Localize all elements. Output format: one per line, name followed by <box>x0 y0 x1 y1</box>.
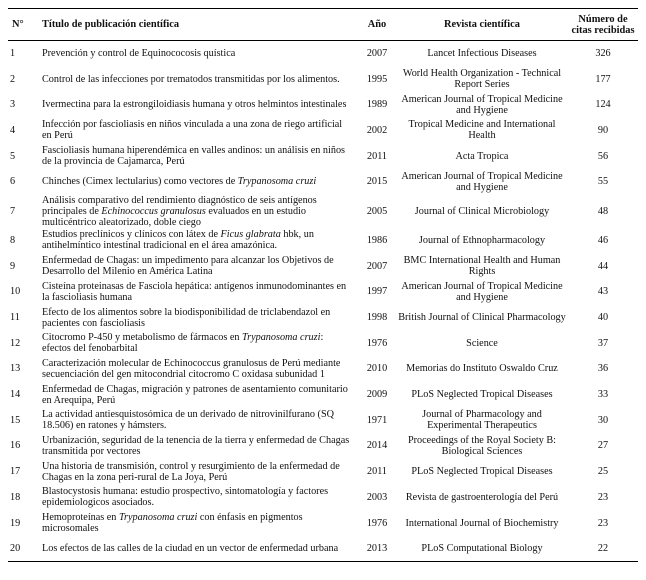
row-number: 13 <box>10 363 21 375</box>
publication-year: 2014 <box>366 440 388 452</box>
publication-year: 1997 <box>366 286 388 298</box>
publication-year: 2002 <box>366 124 388 136</box>
journal-name: Acta Tropica <box>455 150 509 162</box>
publication-year: 2005 <box>366 205 388 217</box>
citation-count: 90 <box>597 124 609 136</box>
table-row <box>8 66 638 92</box>
publication-year: 1976 <box>366 517 388 529</box>
row-number: 9 <box>10 260 16 272</box>
publication-year: 1971 <box>366 414 388 426</box>
publication-title <box>38 485 358 511</box>
header-citations: Número de citas recibidas <box>568 9 638 41</box>
row-number: 12 <box>10 337 21 349</box>
publication-title <box>38 433 358 459</box>
citation-count: 177 <box>595 73 611 85</box>
publication-title <box>38 169 358 195</box>
title-part-it: Echinococcus granulosus <box>101 205 206 217</box>
publication-year: 1989 <box>366 99 388 111</box>
table-row <box>8 253 638 279</box>
publication-title <box>38 41 358 67</box>
journal-name: PLoS Neglected Tropical Diseases <box>411 389 553 401</box>
journal-name: Revista de gastroenterología del Perú <box>405 491 559 503</box>
table-row <box>8 169 638 195</box>
title-part-pre: Cisteína proteinasas de Fasciola hepática: antígenos inmunodominantes en la fascioliasis humana <box>42 280 347 303</box>
row-number: 14 <box>10 389 21 401</box>
journal-name: International Journal of Biochemistry <box>405 517 559 529</box>
row-number: 5 <box>10 150 16 162</box>
journal-name: Tropical Medicine and International Health <box>408 119 556 142</box>
row-number: 8 <box>10 234 16 246</box>
publication-year: 2015 <box>366 176 388 188</box>
journal-name: Journal of Pharmacology and Experimental Therapeutics <box>422 409 542 432</box>
row-number: 18 <box>10 491 21 503</box>
title-part-pre: Fascioliasis humana hiperendémica en valles andinos: un análisis en niños de la provincia de Cajamarca, Perú <box>42 145 346 168</box>
citation-count: 43 <box>597 286 609 298</box>
title-part-it: Trypanosoma cruzi <box>118 512 198 524</box>
table-body <box>8 41 638 562</box>
journal-name: BMC International Health and Human Rights <box>403 255 561 278</box>
title-part-post: : efectos del fenobarbital <box>42 332 324 355</box>
publication-year: 2011 <box>367 466 387 478</box>
table-row <box>8 41 638 67</box>
table-row <box>8 279 638 305</box>
journal-name: Proceedings of the Royal Society B: Biological Sciences <box>408 434 556 457</box>
table-row <box>8 195 638 228</box>
row-number: 1 <box>10 48 16 60</box>
title-part-it: Trypanosoma cruzi <box>242 332 321 344</box>
table-row <box>8 536 638 562</box>
publication-title <box>38 92 358 118</box>
publication-title <box>38 228 358 254</box>
publication-title <box>38 330 358 356</box>
journal-name: World Health Organization - Technical Report Series <box>402 68 562 91</box>
title-part-post: con énfasis en pigmentos microsomales <box>42 512 303 535</box>
journal-name: Memorias do Instituto Oswaldo Cruz <box>406 363 558 375</box>
citation-count: 22 <box>568 536 638 562</box>
journal-name: Science <box>466 337 498 349</box>
header-number: N° <box>8 9 38 41</box>
journal-name: Journal of Clinical Microbiology <box>414 205 550 217</box>
publication-title <box>38 407 358 433</box>
citation-count: 30 <box>597 414 609 426</box>
header-row <box>8 9 638 41</box>
publication-title <box>38 510 358 536</box>
title-part-pre: Citocromo P-450 y metabolismo de fármacos en <box>42 332 243 344</box>
title-part-it: Trypanosoma cruzi <box>237 176 317 188</box>
publication-title <box>38 253 358 279</box>
title-part-pre: La actividad antiesquistosómica de un derivado de nitrovinilfurano (SQ 18.506) en ratones y hámsters. <box>42 409 334 432</box>
citation-count: 23 <box>597 517 609 529</box>
journal-name: Lancet Infectious Diseases <box>427 48 537 60</box>
publication-title <box>38 356 358 382</box>
table-row <box>8 356 638 382</box>
table-header <box>8 9 638 41</box>
publication-title <box>38 536 358 562</box>
journal-name: PLoS Neglected Tropical Diseases <box>411 466 553 478</box>
title-part-pre: Control de las infecciones por trematodos transmitidas por los alimentos. <box>42 73 340 85</box>
title-part-pre: Estudios preclínicos y clínicos con látex de <box>42 229 221 241</box>
title-part-post: evaluados en un estudio multicéntrico aleatorizado, doble ciego <box>42 205 306 228</box>
row-number: 4 <box>10 124 16 136</box>
title-part-pre: Hemoproteínas en <box>42 512 119 524</box>
title-part-pre: Urbanización, seguridad de la tenencia de la tierra y enfermedad de Chagas transmitida por vectores <box>42 434 350 457</box>
title-part-pre: Efecto de los alimentos sobre la biodisponibilidad de triclabendazol en pacientes con fascioliasis <box>42 306 331 329</box>
citation-count: 27 <box>597 440 609 452</box>
citation-count: 48 <box>597 205 609 217</box>
citation-count: 23 <box>597 491 609 503</box>
citation-count: 55 <box>597 176 609 188</box>
table-row <box>8 305 638 331</box>
publication-year: 1995 <box>366 73 388 85</box>
publication-title <box>38 459 358 485</box>
citation-count: 33 <box>597 389 609 401</box>
row-number: 6 <box>10 176 16 188</box>
publication-year: 2011 <box>367 150 387 162</box>
publication-title <box>38 143 358 169</box>
table-row <box>8 228 638 254</box>
publication-year: 2009 <box>366 389 388 401</box>
publication-year: 1986 <box>366 234 388 246</box>
citation-count: 44 <box>597 260 609 272</box>
title-part-pre: Una historia de transmisión, control y resurgimiento de la enfermedad de Chagas en la zona peri-rural de La Joya, Perú <box>42 460 340 483</box>
row-number: 2 <box>10 73 16 85</box>
publication-year: 1998 <box>366 312 388 324</box>
title-part-pre: Enfermedad de Chagas: un impedimento para alcanzar los Objetivos de Desarrollo del Milenio en América Latina <box>42 255 334 278</box>
table-row <box>8 92 638 118</box>
publication-title <box>38 382 358 408</box>
publication-title <box>38 66 358 92</box>
table-row <box>8 382 638 408</box>
publication-year: 2007 <box>366 260 388 272</box>
header-year: Año <box>358 9 396 41</box>
title-part-pre: Ivermectina para la estrongiloidiasis humana y otros helmintos intestinales <box>42 99 347 111</box>
publication-title <box>38 279 358 305</box>
journal-name: American Journal of Tropical Medicine and Hygiene <box>401 280 563 303</box>
citation-count: 37 <box>597 337 609 349</box>
publication-year: 1976 <box>366 337 388 349</box>
citation-count: 326 <box>595 48 611 60</box>
row-number: 20 <box>8 536 38 562</box>
row-number: 15 <box>10 414 21 426</box>
table-row <box>8 485 638 511</box>
publication-title <box>38 305 358 331</box>
table-row <box>8 143 638 169</box>
citations-table <box>8 8 638 562</box>
title-part-pre: Análisis comparativo del rendimiento diagnóstico de seis antígenos principales de <box>42 194 317 217</box>
table-row <box>8 118 638 144</box>
row-number: 16 <box>10 440 21 452</box>
publication-title <box>38 118 358 144</box>
title-part-it: Ficus glabrata <box>220 229 281 241</box>
row-number: 11 <box>10 312 20 324</box>
citation-count: 56 <box>597 150 609 162</box>
citation-count: 25 <box>597 466 609 478</box>
title-part-post: hbk, un antihelmíntico intestinal tradicional en el área amazónica. <box>42 229 314 252</box>
row-number: 7 <box>10 205 16 217</box>
header-journal: Revista científica <box>396 9 568 41</box>
table-row <box>8 459 638 485</box>
journal-name: British Journal of Clinical Pharmacology <box>398 312 566 324</box>
publication-title <box>38 195 358 228</box>
title-part-pre: Los efectos de las calles de la ciudad en un vector de enfermedad urbana <box>42 542 339 554</box>
publication-year: 2010 <box>366 363 388 375</box>
header-title: Título de publicación científica <box>38 9 358 41</box>
title-part-pre: Caracterización molecular de Echinococcus granulosus de Perú mediante secuenciación del gen mitocondrial citocromo C oxidasa subunidad 1 <box>42 357 341 380</box>
citation-count: 46 <box>597 234 609 246</box>
title-part-pre: Blastocystosis humana: estudio prospectivo, sintomatología y factores epidemiologicos asociados. <box>42 486 329 509</box>
row-number: 17 <box>10 466 21 478</box>
table-row <box>8 433 638 459</box>
journal-name: American Journal of Tropical Medicine and Hygiene <box>401 170 563 193</box>
publication-year: 2013 <box>358 536 396 562</box>
citation-count: 40 <box>597 312 609 324</box>
table-row <box>8 330 638 356</box>
citation-count: 36 <box>597 363 609 375</box>
row-number: 3 <box>10 99 16 111</box>
journal-name: PLoS Computational Biology <box>396 536 568 562</box>
table-row <box>8 407 638 433</box>
publication-year: 2003 <box>366 491 388 503</box>
title-part-pre: Chinches (Cimex lectularius) como vectores de <box>42 176 238 188</box>
citation-count: 124 <box>595 99 611 111</box>
title-part-pre: Enfermedad de Chagas, migración y patrones de asentamiento comunitario en Arequipa, Perú <box>42 383 348 406</box>
row-number: 19 <box>10 517 21 529</box>
row-number: 10 <box>10 286 21 298</box>
title-part-pre: Prevención y control de Equinococosis quística <box>42 48 236 60</box>
table-row <box>8 510 638 536</box>
journal-name: Journal of Ethnopharmacology <box>418 234 546 246</box>
title-part-pre: Infección por fascioliasis en niños vinculada a una zona de riego artificial en Perú <box>42 119 343 142</box>
publication-year: 2007 <box>366 48 388 60</box>
journal-name: American Journal of Tropical Medicine and Hygiene <box>401 93 563 116</box>
